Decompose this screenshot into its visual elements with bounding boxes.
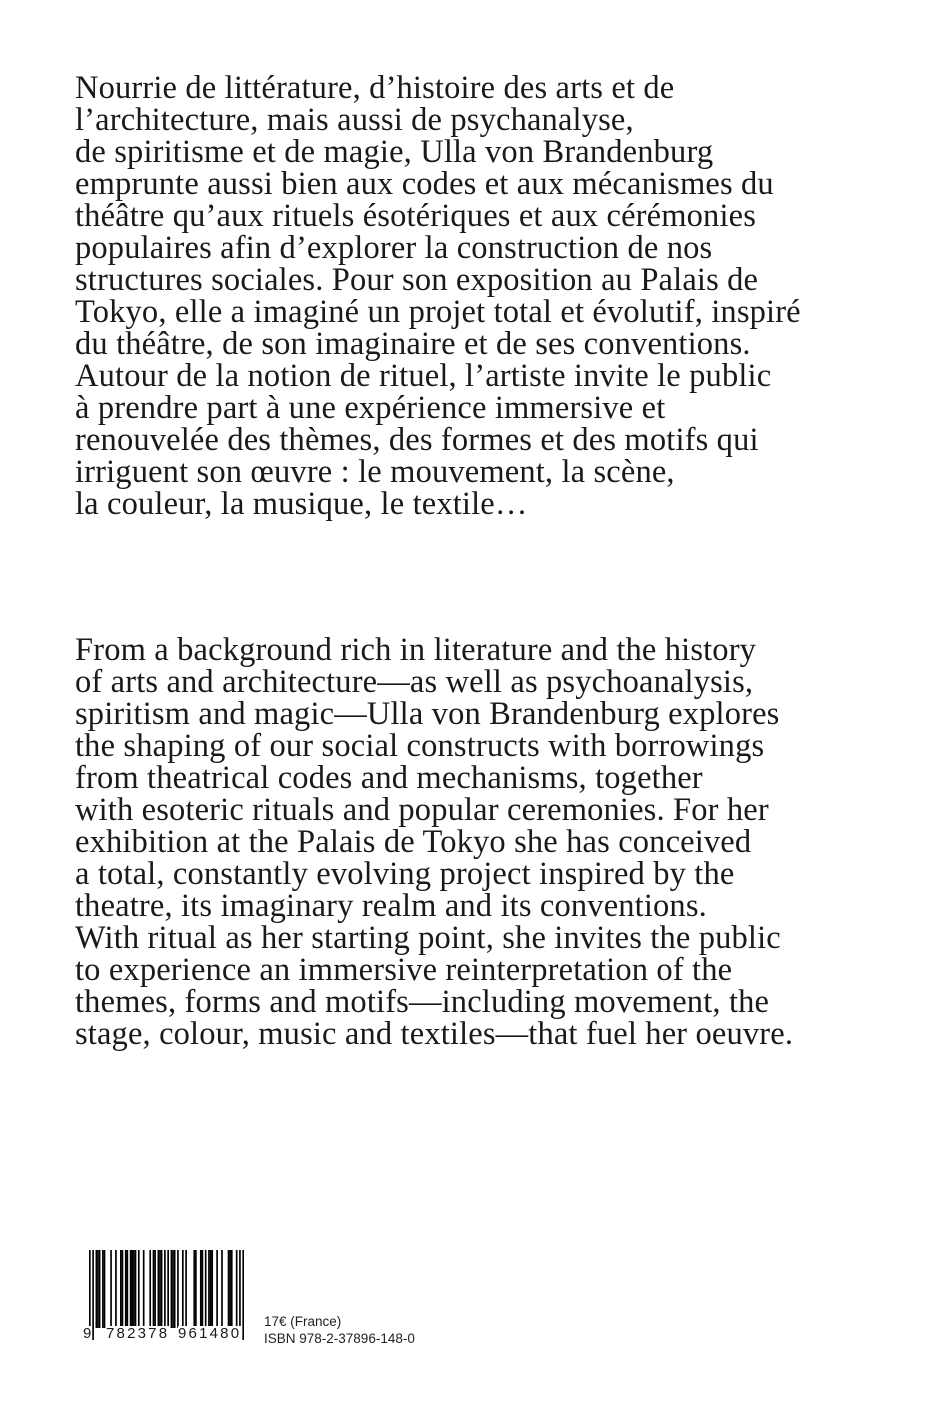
text-line: à prendre part à une expérience immersive et xyxy=(75,390,666,426)
text-line: la couleur, la musique, le textile… xyxy=(75,486,528,522)
english-description xyxy=(75,634,793,1050)
barcode-bar xyxy=(133,1250,135,1328)
barcode-bar xyxy=(127,1250,129,1328)
barcode-bar xyxy=(130,1250,132,1328)
text-line: stage, colour, music and textiles—that fuel her oeuvre. xyxy=(75,1016,794,1052)
barcode-bar xyxy=(193,1250,195,1328)
text-line: With ritual as her starting point, she invites the public xyxy=(75,920,781,956)
text-line: spiritism and magic—Ulla von Brandenburg explores xyxy=(75,696,780,732)
price: 17€ (France) xyxy=(264,1314,342,1329)
text-line: from theatrical codes and mechanisms, together xyxy=(75,760,703,796)
text-line: théâtre qu’aux rituels ésotériques et aux cérémonies xyxy=(75,198,757,234)
barcode-bar xyxy=(177,1250,179,1328)
isbn-number: ISBN 978-2-37896-148-0 xyxy=(264,1331,415,1346)
text-line: populaires afin d’explorer la construction de nos xyxy=(75,230,713,266)
text-line: the shaping of our social constructs with borrowings xyxy=(75,728,765,764)
barcode-bar xyxy=(115,1250,117,1328)
text-line: of arts and architecture—as well as psychoanalysis, xyxy=(75,664,754,700)
text-line: de spiritisme et de magie, Ulla von Brandenburg xyxy=(75,134,714,170)
barcode-bar xyxy=(104,1250,106,1328)
barcode-bar xyxy=(228,1250,230,1328)
text-line: a total, constantly evolving project inspired by the xyxy=(75,856,735,892)
barcode-bar xyxy=(159,1250,161,1328)
barcode-bar xyxy=(182,1250,184,1328)
text-line: structures sociales. Pour son exposition au Palais de xyxy=(75,262,759,298)
barcode-bar xyxy=(172,1250,174,1328)
text-line: renouvelée des thèmes, des formes et des motifs qui xyxy=(75,422,759,458)
barcode-bar xyxy=(236,1250,238,1328)
barcode-bar xyxy=(153,1250,155,1328)
text-line: du théâtre, de son imaginaire et de ses conventions. xyxy=(75,326,751,362)
text-line: emprunte aussi bien aux codes et aux mécanismes du xyxy=(75,166,774,202)
barcode-bar xyxy=(171,1250,173,1328)
barcode-bar xyxy=(216,1250,218,1328)
price-block xyxy=(264,1313,415,1347)
barcode-bar xyxy=(125,1250,127,1328)
barcode-bar xyxy=(202,1250,204,1328)
barcode-bar xyxy=(149,1250,151,1328)
barcode-bar xyxy=(122,1250,124,1328)
barcode-bar xyxy=(174,1250,176,1328)
barcode-bar xyxy=(231,1250,233,1328)
barcode-bar xyxy=(221,1250,223,1328)
barcode-bar xyxy=(210,1250,212,1328)
text-line: From a background rich in literature and the history xyxy=(75,632,757,668)
barcode-bar xyxy=(205,1250,207,1328)
barcode-bar xyxy=(97,1250,99,1328)
barcode-bar xyxy=(92,1250,94,1340)
barcode-bar xyxy=(242,1250,244,1340)
text-line: exhibition at the Palais de Tokyo she has conceived xyxy=(75,824,752,860)
text-line: l’architecture, mais aussi de psychanalyse, xyxy=(75,102,634,138)
barcode-bar xyxy=(211,1250,213,1328)
barcode-bar xyxy=(185,1250,187,1328)
barcode-left-digits: 782378 xyxy=(106,1325,170,1342)
text-line: Nourrie de littérature, d’histoire des arts et de xyxy=(75,70,675,106)
french-description xyxy=(75,72,801,520)
text-line: with esoteric rituals and popular ceremonies. For her xyxy=(75,792,769,828)
text-line: Tokyo, elle a imaginé un projet total et évolutif, inspiré xyxy=(75,294,801,330)
barcode-bar xyxy=(195,1250,197,1328)
barcode-first-digit: 9 xyxy=(83,1325,92,1342)
barcode-bar xyxy=(110,1250,112,1328)
barcode-bar xyxy=(208,1250,210,1328)
barcode-bar xyxy=(102,1250,104,1328)
barcode-bar xyxy=(154,1250,156,1328)
text-line: to experience an immersive reinterpretation of the xyxy=(75,952,733,988)
barcode-bar xyxy=(143,1250,145,1328)
isbn-barcode xyxy=(83,1250,248,1345)
barcode-bar xyxy=(158,1250,160,1328)
barcode-bar xyxy=(229,1250,231,1328)
barcode-bar xyxy=(138,1250,140,1328)
barcode-right-digits: 961480 xyxy=(178,1325,242,1342)
text-line: themes, forms and motifs—including movement, the xyxy=(75,984,770,1020)
barcode-bar xyxy=(120,1250,122,1328)
barcode-bar xyxy=(161,1250,163,1328)
text-line: theatre, its imaginary realm and its conventions. xyxy=(75,888,707,924)
barcode-bar xyxy=(135,1250,137,1328)
barcode-bar xyxy=(200,1250,202,1328)
barcode-bar xyxy=(96,1250,98,1328)
text-line: irriguent son œuvre : le mouvement, la scène, xyxy=(75,454,675,490)
barcode-bar xyxy=(131,1250,133,1328)
barcode-bar xyxy=(99,1250,101,1328)
text-line: Autour de la notion de rituel, l’artiste invite le public xyxy=(75,358,772,394)
